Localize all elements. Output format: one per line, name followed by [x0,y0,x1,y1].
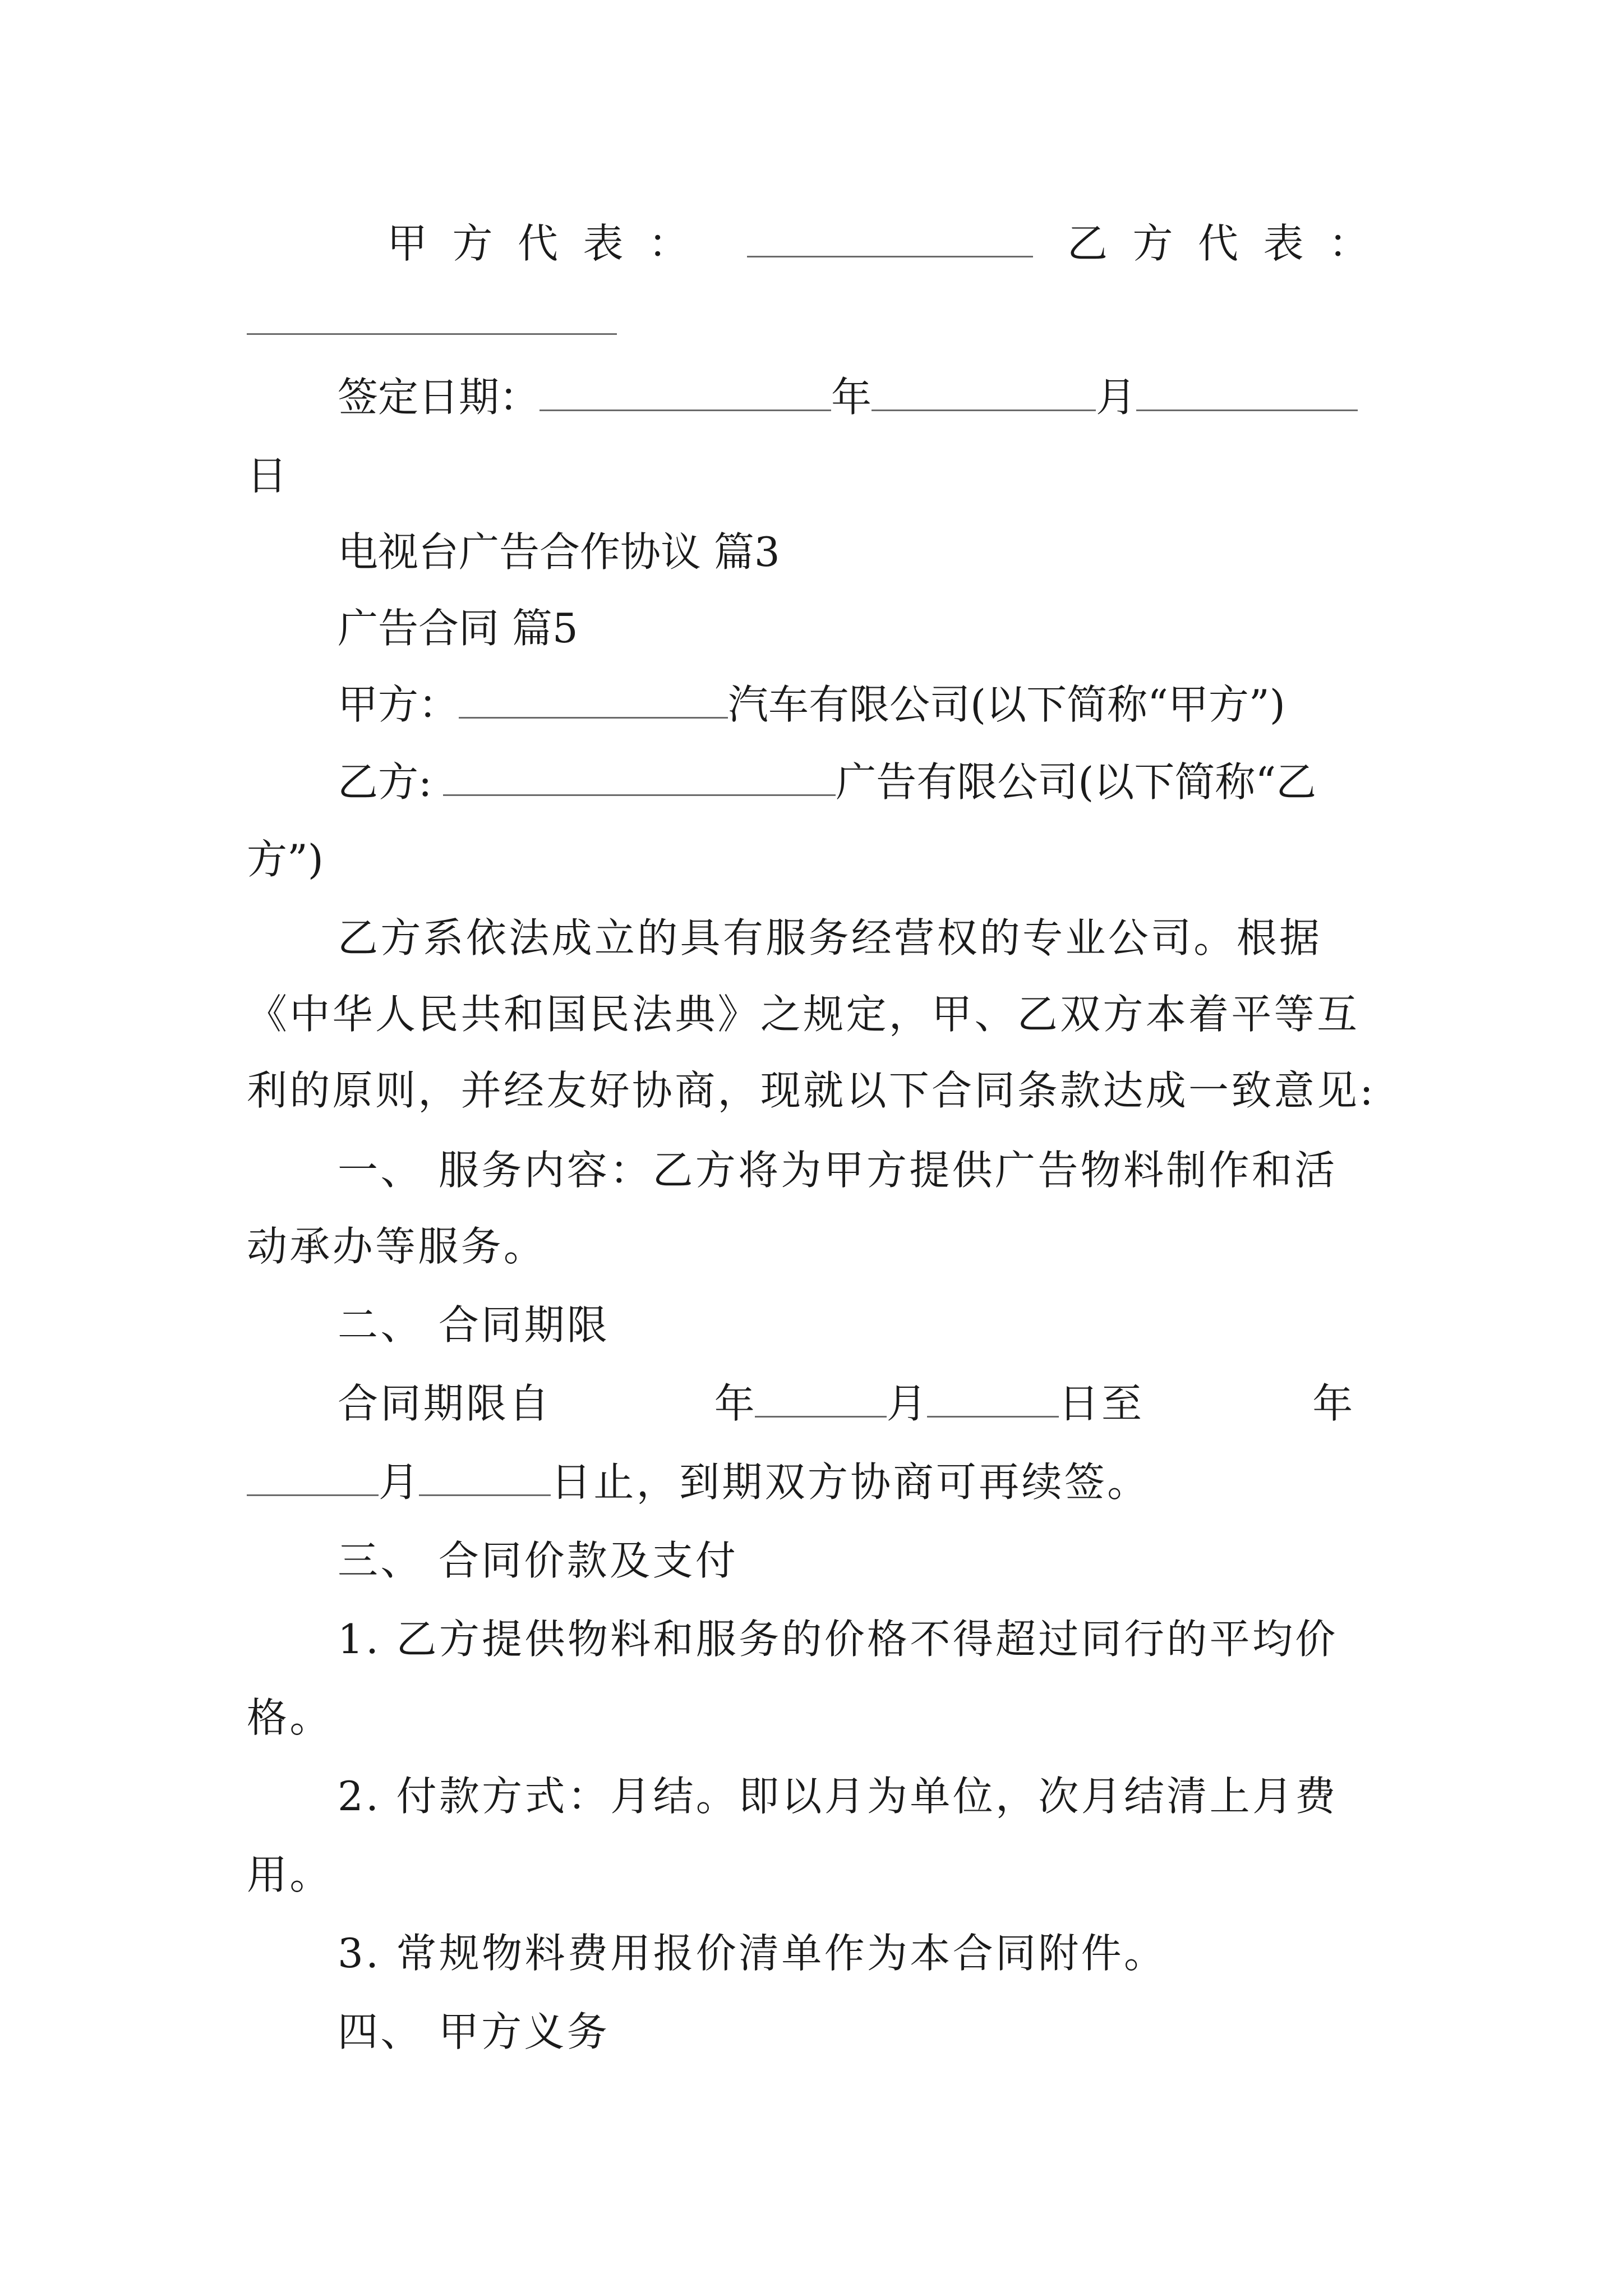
sign-date-day: 日 [247,452,288,499]
preamble-line-1: 乙方系依法成立的具有服务经营权的专业公司。根据 [338,914,1322,961]
sign-date-year-blank [540,369,831,411]
contract-title: 广告合同 篇5 [338,605,578,652]
sign-date-month-blank [872,369,1096,411]
preamble-line-2: 《中华人民共和国民法典》之规定，甲、乙双方本着平等互 [247,991,1360,1038]
term-start-month: 月 [886,1380,927,1427]
party-a-rep-label: 甲 方 代 表 ： [387,220,695,267]
term-end-day-blank [419,1454,551,1496]
article-title: 电视台广告合作协议 篇3 [338,528,780,576]
party-a-name-blank [459,677,728,719]
section-3-item-3: 3. 常规物料费用报价清单作为本合同附件。 [338,1930,1167,1977]
contract-term-row-1 [338,1375,1353,1432]
contract-term-row-2 [247,1454,1150,1510]
party-a-label: 甲方： [338,681,459,728]
sign-date-day-row [247,448,287,504]
party-b-row [338,754,1316,810]
section-3-item-1-line-2: 格。 [247,1694,333,1741]
party-b-rep-label: 乙 方 代 表 ： [1067,220,1375,267]
party-a-rep-row [387,215,1033,272]
party-a-rep-blank [747,215,1033,257]
party-b-rep-row [1067,215,1375,272]
term-from-label: 合同期限自 [338,1380,552,1427]
sign-date-year: 年 [831,374,872,421]
section-4-title: 四、 甲方义务 [338,2008,610,2055]
party-b-name-blank [443,754,836,796]
sign-date-day-blank [1136,369,1358,411]
term-start-day-to: 日至 [1058,1380,1145,1427]
term-end-month-blank [247,1454,379,1496]
party-a-row [338,677,1285,733]
preamble-line-3: 利的原则，并经友好协商，现就以下合同条款达成一致意见: [247,1067,1376,1114]
party-a-suffix: 汽车有限公司(以下简称“甲方”) [728,681,1285,728]
section-3-item-2-line-2: 用。 [247,1851,333,1898]
party-b-label: 乙方: [338,758,432,806]
section-1-line-2: 动承办等服务。 [247,1223,547,1270]
term-end-month: 月 [379,1458,419,1506]
party-b-suffix: 广告有限公司(以下简称“乙 [836,758,1317,806]
term-end-text: 日止，到期双方协商可再续签。 [551,1458,1150,1506]
section-3-item-1-line-1: 1. 乙方提供物料和服务的价格不得超过同行的平均价 [338,1616,1338,1663]
sign-date-label: 签定日期： [338,374,540,421]
section-3-item-2-line-1: 2. 付款方式：月结。即以月为单位，次月结清上月费 [338,1773,1338,1820]
section-2-title: 二、 合同期限 [338,1301,610,1349]
party-b-suffix-cont: 方”) [247,836,324,883]
sign-date-row [338,369,1358,425]
term-start-day-blank [927,1375,1059,1418]
section-1-line-1: 一、 服务内容：乙方将为甲方提供广告物料制作和活 [338,1147,1338,1194]
term-start-year: 年 [714,1380,755,1427]
party-b-rep-blank-row [247,293,617,349]
term-end-year: 年 [1312,1380,1353,1427]
sign-date-month: 月 [1096,374,1137,421]
term-start-month-blank [755,1375,887,1418]
section-3-title: 三、 合同价款及支付 [338,1537,739,1584]
party-b-rep-blank [247,293,617,335]
